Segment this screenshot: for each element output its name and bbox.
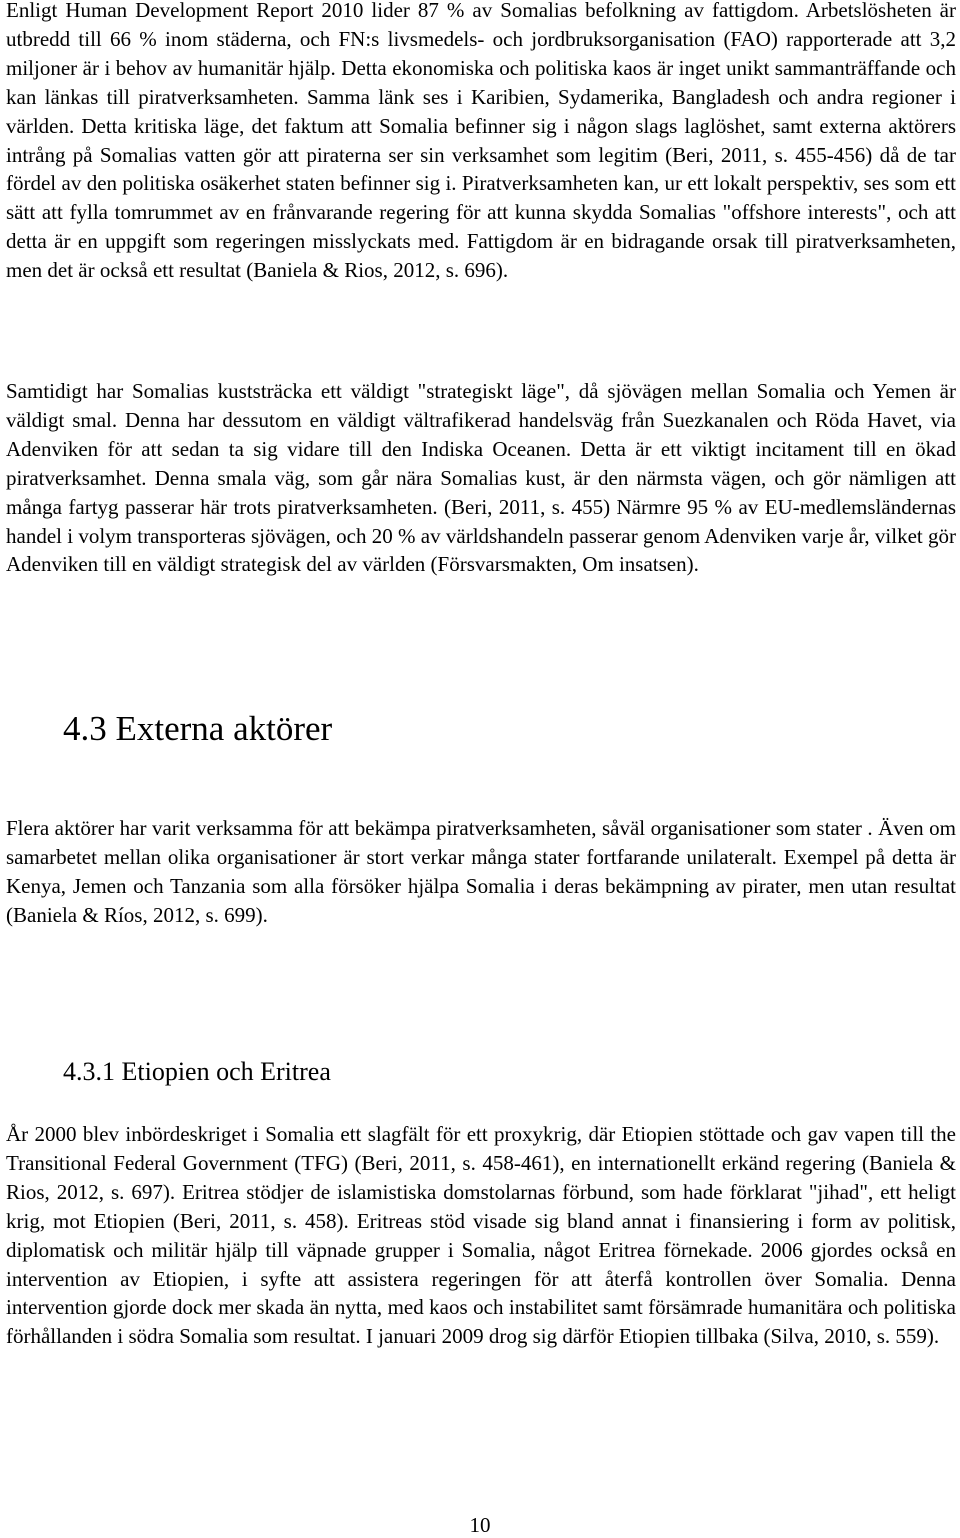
paragraph-ethiopia-eritrea: År 2000 blev inbördeskriget i Somalia ett slagfält för ett proxykrig, där Etiopien stöttade och gav vapen till the Transitional Federal Government (TFG) (Beri, 2011, s. 458-461), en internationellt erkänd regering (Baniela & Rios, 2012, s. 697). Eritrea stödjer de islamistiska domstolarnas förbund, som hade förklarat "jihad", ett heligt krig, mot Etiopien (Beri, 2011, s. 458). Eritreas stöd visade sig bland annat i finansiering i form av politisk, diplomatisk och militär hjälp till väpnade grupper i Somalia, något Eritrea förnekade. 2006 gjordes också en intervention av Etiopien, i syfte att assistera regeringen för att återfå kontrollen över Somalia. Denna intervention gjorde dock mer skada än nytta, med kaos och instabilitet samt försämrade humanitära och politiska förhållanden i södra Somalia som resultat. I januari 2009 drog sig därför Etiopien tillbaka (Silva, 2010, s. 559). (6, 1122, 956, 1349)
section-heading: 4.3 Externa aktörer (63, 709, 333, 748)
paragraph-poverty: Enligt Human Development Report 2010 lider 87 % av Somalias befolkning av fattigdom. Arbetslösheten är utbredd till 66 % inom städerna, och FN:s livsmedels- och jordbruksorganisation (FAO) rapporterade att 3,2 miljoner är i behov av humanitär hjälp. Detta ekonomiska och politiska kaos är inget unikt sammanträffande och kan länkas till piratverksamheten. Samma länk ses i Karibien, Sydamerika, Bangladesh och andra regioner i världen. Detta kritiska läge, det faktum att Somalia befinner sig i någon slags laglöshet, samt externa aktörers intrång på Somalias vatten gör att piraterna ser sin verksamhet som legitim (Beri, 2011, s. 455-456) då de tar fördel av den politiska osäkerhet staten befinner sig i. Piratverksamheten kan, ur ett lokalt perspektiv, ses som ett sätt att fylla tomrummet av en frånvarande regering för att kunna skydda Somalias "offshore interests", och att detta är en uppgift som regeringen misslyckats med. Fattigdom är en bidragande orsak till piratverksamheten, men det är också ett resultat (Baniela & Rios, 2012, s. 696). (6, 0, 956, 283)
paragraph-external-actors: Flera aktörer har varit verksamma för att bekämpa piratverksamheten, såväl organisationer som stater . Även om samarbetet mellan olika organisationer är stort verkar många stater fortfarande unilateralt. Exempel på detta är Kenya, Jemen och Tanzania som alla försöker hjälpa Somalia i deras bekämpning av pirater, men utan resultat (Baniela & Ríos, 2012, s. 699). (6, 816, 956, 927)
subsection-heading: 4.3.1 Etiopien och Eritrea (63, 1057, 331, 1086)
page-number: 10 (469, 1513, 491, 1537)
paragraph-strategic-location: Samtidigt har Somalias kuststräcka ett väldigt "strategiskt läge", då sjövägen mellan Somalia och Yemen är väldigt smal. Denna har dessutom en väldigt vältrafikerad handelsväg från Suezkanalen och Röda Havet, via Adenviken för att sedan ta sig vidare till den Indiska Oceanen. Detta är ett viktigt incitament till en ökad piratverksamhet. Denna smala väg, som går nära Somalias kust, är den närmsta vägen, och gör nämligen att många fartyg passerar här trots piratverksamheten. (Beri, 2011, s. 455) Närmre 95 % av EU-medlemsländernas handel i volym transporteras sjövägen, och 20 % av världshandeln passerar genom Adenviken varje år, vilket gör Adenviken till en väldigt strategisk del av världen (Försvarsmakten, Om insatsen). (6, 379, 956, 577)
